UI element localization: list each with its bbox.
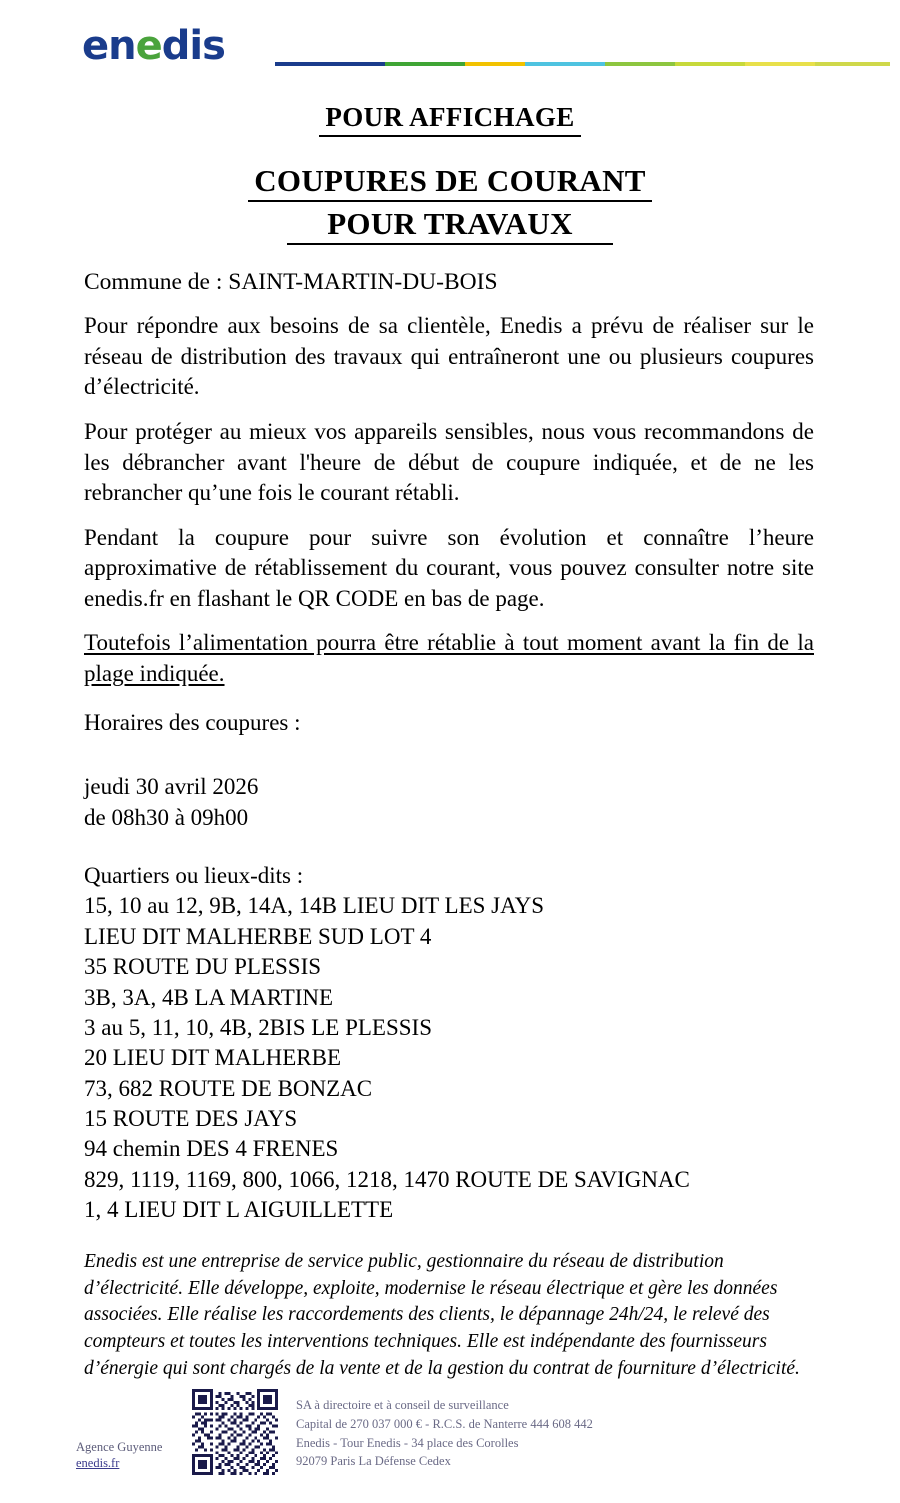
- schedule-time: de 08h30 à 09h00: [84, 804, 249, 830]
- paragraph-3: Pendant la coupure pour suivre son évolution et connaître l’heure approximative de rétablissement du courant, vous pouvez consulter notre site enedis.fr en flashant le QR CODE en bas de page.: [84, 524, 814, 611]
- list-item: LIEU DIT MALHERBE SUD LOT 4: [84, 923, 432, 949]
- body-text: [60, 267, 840, 1225]
- agence-label: Agence Guyenne: [76, 1439, 163, 1454]
- list-item: 20 LIEU DIT MALHERBE: [84, 1045, 342, 1071]
- paragraph-4-underlined: Toutefois l’alimentation pourra être rétablie à tout moment avant la fin de la plage indiquée.: [84, 630, 814, 687]
- agence-block: [76, 1439, 186, 1476]
- title-travaux: POUR TRAVAUX: [287, 206, 613, 245]
- list-item: 1, 4 LIEU DIT L AIGUILLETTE: [84, 1197, 394, 1223]
- quartiers-label: Quartiers ou lieux-dits :: [84, 862, 304, 888]
- list-item: 15 ROUTE DES JAYS: [84, 1106, 298, 1131]
- list-item: 3B, 3A, 4B LA MARTINE: [84, 984, 334, 1010]
- title-coupures: COUPURES DE COURANT: [248, 163, 652, 202]
- logo-text: [82, 23, 225, 69]
- logo-text-accent: e: [135, 23, 162, 69]
- footer: [60, 1389, 840, 1475]
- header: [60, 0, 840, 86]
- title-pour-affichage: POUR AFFICHAGE: [319, 102, 580, 137]
- schedule-date: jeudi 30 avril 2026: [84, 774, 259, 800]
- qr-code: [192, 1389, 278, 1475]
- legal-line-3: Enedis - Tour Enedis - 34 place des Corolles: [296, 1435, 519, 1450]
- legal-line-2: Capital de 270 037 000 € - R.C.S. de Nanterre 444 608 442: [296, 1416, 593, 1431]
- schedule-block: [84, 772, 814, 833]
- logo-color-rule: [275, 62, 890, 66]
- enedis-link[interactable]: enedis.fr: [76, 1455, 120, 1470]
- enedis-logo: [82, 23, 225, 69]
- legal-paragraph: Enedis est une entreprise de service public, gestionnaire du réseau de distribution d’électricité. Elle développe, exploite, modernise le réseau électrique et gère les données associées. Elle réalise les raccordements des clients, le dépannage 24h/24, le relevé des compteurs et toutes les interventions techniques. Elle est indépendante des fournisseurs d’énergie qui sont chargés de la vente et de la gestion du contrat de fourniture d’électricité.: [84, 1251, 800, 1379]
- legal-line-1: SA à directoire et à conseil de surveillance: [296, 1398, 509, 1412]
- list-item: 829, 1119, 1169, 800, 1066, 1218, 1470 ROUTE DE SAVIGNAC: [84, 1166, 690, 1192]
- commune-line: Commune de : SAINT-MARTIN-DU-BOIS: [84, 269, 498, 295]
- list-item: 94 chemin DES 4 FRENES: [84, 1136, 339, 1162]
- list-item: 3 au 5, 11, 10, 4B, 2BIS LE PLESSIS: [84, 1014, 433, 1040]
- list-item: 73, 682 ROUTE DE BONZAC: [84, 1075, 373, 1101]
- horaires-label: Horaires des coupures :: [84, 709, 301, 735]
- logo-text-part2: dis: [161, 23, 225, 69]
- list-item: 15, 10 au 12, 9B, 14A, 14B LIEU DIT LES JAYS: [84, 893, 545, 919]
- list-item: 35 ROUTE DU PLESSIS: [84, 954, 322, 980]
- company-legal-block: [296, 1396, 593, 1475]
- logo-text-part1: en: [82, 23, 136, 69]
- title-block: [60, 102, 840, 245]
- legal-line-4: 92079 Paris La Défense Cedex: [296, 1454, 451, 1469]
- paragraph-1: Pour répondre aux besoins de sa clientèle, Enedis a prévu de réaliser sur le réseau de distribution des travaux qui entraîneront une ou plusieurs coupures d’électricité.: [84, 313, 814, 400]
- paragraph-2: Pour protéger au mieux vos appareils sensibles, nous vous recommandons de les débrancher avant l'heure de début de coupure indiquée, et de ne les rebrancher qu’une fois le courant rétabli.: [84, 418, 814, 506]
- address-list: [84, 891, 814, 1225]
